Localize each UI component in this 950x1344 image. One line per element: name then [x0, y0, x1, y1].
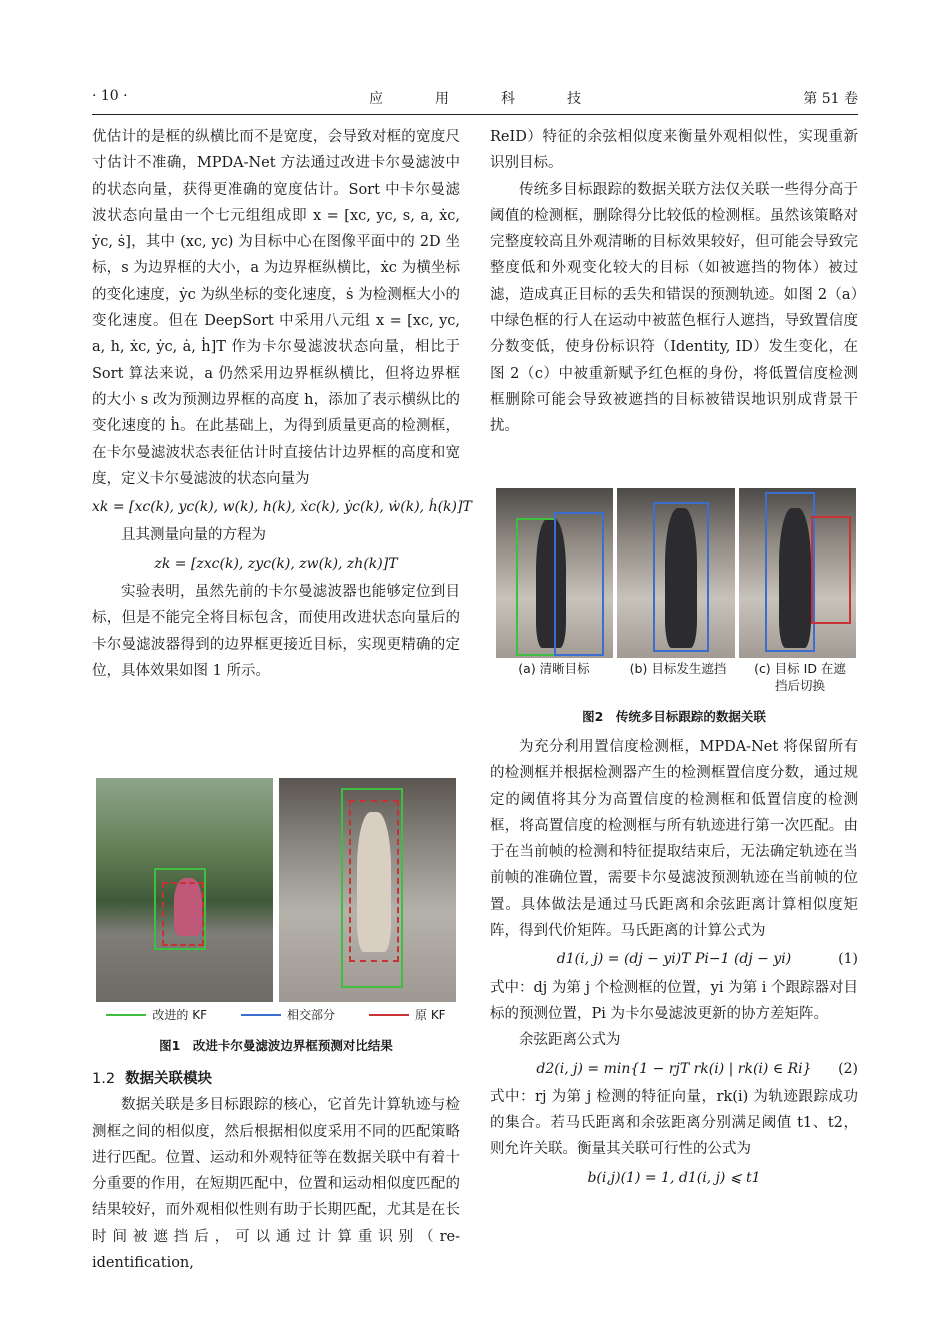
equation-state-vector: xk = [xc(k), yc(k), w(k), h(k), ẋc(k), ẏc(k), ẇ(k), ḣ(k)]T [92, 499, 472, 516]
equation-2-number: (2) [838, 1060, 858, 1077]
section-number: 1.2 [92, 1071, 116, 1087]
equation-2-body: d2(i, j) = min{1 − rjT rk(i) | rk(i) ∈ Ri} [536, 1060, 812, 1077]
left-column-lower [92, 1064, 460, 1276]
blue-box [653, 502, 709, 652]
equation-3: b(i,j)(1) = 1, d1(i, j) ⩽ t1 [587, 1169, 761, 1186]
paragraph: 数据关联是多目标跟踪的核心，它首先计算轨迹与检测框之间的相似度，然后根据相似度采用不同的匹配策略进行匹配。位置、运动和外观特征等在数据关联中有着十分重要的作用，在短期匹配中，位置和运动相似度匹配的结果较好，而外观相似性则有助于长期匹配，尤其是在长时间被遮挡后，可以通过计算重识别（re-identification, [92, 1097, 460, 1272]
legend-swatch [106, 1014, 146, 1016]
figure-2-photo-b [617, 488, 734, 658]
section-heading [92, 1066, 460, 1092]
legend-swatch [241, 1014, 281, 1016]
legend-item-intersection [241, 1006, 335, 1023]
volume-label: 第 51 卷 [803, 91, 858, 107]
figure-1 [96, 778, 456, 1002]
blue-box [765, 492, 815, 652]
paragraph: ReID）特征的余弦相似度来衡量外观相似性，实现重新识别目标。 [490, 129, 858, 172]
legend-item-original [369, 1006, 446, 1023]
equation-2 [490, 1056, 858, 1082]
figure-1-caption: 图1 改进卡尔曼滤波边界框预测对比结果 [159, 1038, 393, 1053]
green-box [516, 518, 556, 656]
figure-2-photo-a [496, 488, 613, 658]
paragraph: 式中：rj 为第 j 检测的特征向量，rk(i) 为轨迹跟踪成功的集合。若马氏距离和余弦距离分别满足阈值 t1、t2，则允许关联。衡量其关联可行性的公式为 [490, 1088, 858, 1158]
red-box [811, 516, 851, 624]
legend-label: 原 KF [415, 1008, 446, 1022]
figure-2-photo-c [739, 488, 856, 658]
header-rule [92, 114, 858, 115]
page-number: · 10 · [92, 88, 128, 104]
running-header [92, 88, 858, 112]
paragraph: 式中：dj 为第 j 个检测框的位置，yi 为第 i 个跟踪器对目标的预测位置，Pi 为卡尔曼滤波更新的协方差矩阵。 [490, 979, 858, 1022]
figure-2-caption: 图2 传统多目标跟踪的数据关联 [582, 709, 766, 724]
blue-box [554, 512, 604, 656]
right-column [490, 124, 858, 440]
equation-measurement-vector: zk = [zxc(k), zyc(k), zw(k), zh(k)]T [154, 555, 398, 572]
legend-label: 相交部分 [286, 1008, 335, 1022]
subcaption-a: (a) 清晰目标 [518, 661, 590, 676]
equation-1-number: (1) [838, 951, 858, 968]
figure-2 [496, 488, 856, 658]
legend-item-improved [106, 1006, 207, 1023]
subcaption-b: (b) 目标发生遮挡 [629, 661, 727, 676]
paragraph: 为充分利用置信度检测框，MPDA-Net 将保留所有的检测框并根据检测器产生的检测框置信度分数，通过规定的阈值将其分为高置信度的检测框和低置信度的检测框，将高置信度的检测框与所有轨迹进行第一次匹配。由于在当前帧的检测和特征提取结束后，无法确定轨迹在当前帧的准确位置，需要卡尔曼滤波预测轨迹在当前帧的位置。具体做法是通过马氏距离和余弦距离计算相似度矩阵，得到代价矩阵。马氏距离的计算公式为 [490, 739, 858, 940]
original-kf-box [162, 882, 204, 946]
paragraph: 实验表明，虽然先前的卡尔曼滤波器也能够定位到目标，但是不能完全将目标包含，而使用改进状态向量后的卡尔曼滤波器得到的边界框更接近目标，实现更精确的定位，具体效果如图 1 所示。 [92, 584, 460, 679]
paragraph: 余弦距离公式为 [519, 1032, 621, 1049]
paragraph: 传统多目标跟踪的数据关联方法仅关联一些得分高于阈值的检测框，删除得分比较低的检测框。虽然该策略对完整度较高且外观清晰的目标效果较好，但可能会导致完整度低和外观变化较大的目标（如被遮挡的物体）被过滤，造成真正目标的丢失和错误的预测轨迹。如图 2（a）中绿色框的行人在运动中被蓝色框行人遮挡，导致置信度分数变低，使身份标识符（Identity, ID）发生变化，在图 2（c）中被重新赋予红色框的身份，将低置信度检测框删除可能会导致被遮挡的目标被错误地识别成背景干扰。 [490, 181, 858, 435]
subcaption-c: (c) 目标 ID 在遮挡后切换 [754, 661, 846, 693]
legend-swatch [369, 1014, 409, 1016]
figure-1-photo-left [96, 778, 273, 1002]
left-column [92, 124, 472, 684]
paragraph: 且其测量向量的方程为 [121, 527, 266, 544]
equation-1-body: d1(i, j) = (dj − yi)T Pi−1 (dj − yi) [556, 951, 792, 968]
original-kf-box [349, 800, 399, 962]
equation-1 [490, 946, 858, 972]
right-column-lower [490, 734, 858, 1193]
paragraph: 优估计的是框的纵横比而不是宽度，会导致对框的宽度尺寸估计不准确，MPDA-Net 方法通过改进卡尔曼滤波中的状态向量，获得更准确的宽度估计。Sort 中卡尔曼滤波状态向量由一个七元组组成即 x = [xc, yc, s, a, ẋc, ẏc, ṡ]，其中 (xc, yc) 为目标中心在图像平面中的 2D 坐标，s 为边界框的大小，a 为边界框纵横比，ẋc 为横坐标的变化速度，ẏc 为纵坐标的变化速度，ṡ 为检测框大小的变化速度。但在 DeepSort 中采用八元组 x = [xc, yc, a, h, ẋc, ẏc, ȧ, ḣ]T 作为卡尔曼滤波状态向量，相比于 Sort 算法来说，a 仍然采用边界框纵横比，但将边界框的大小 s 改为预测边界框的高度 h，添加了表示横纵比的变化速度的 ḣ。在此基础上，为得到质量更高的检测框，在卡尔曼滤波状态表征估计时直接估计边界框的高度和宽度，定义卡尔曼滤波的状态向量为 [92, 129, 460, 487]
figure-1-photo-right [279, 778, 456, 1002]
section-title: 数据关联模块 [125, 1071, 213, 1087]
legend-label: 改进的 KF [152, 1008, 207, 1022]
figure-1-legend [96, 1006, 456, 1023]
journal-title: 应用科技 [369, 91, 633, 107]
